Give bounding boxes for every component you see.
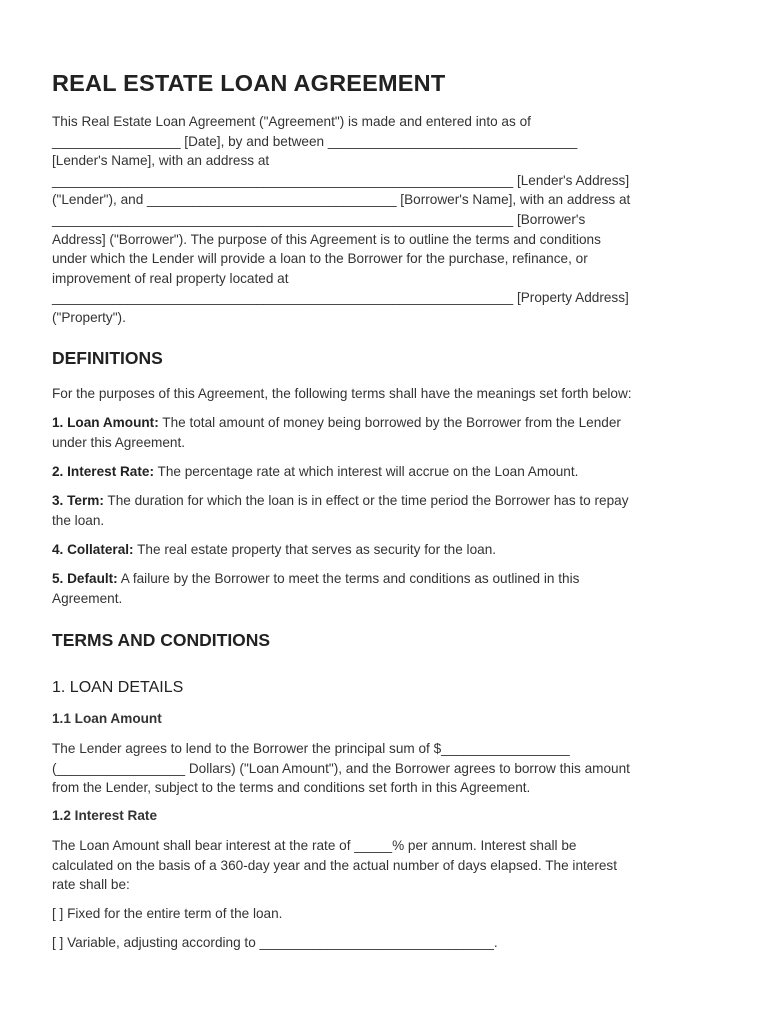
intro-line: _________________ [Date], by and between _________________________________: [52, 133, 578, 149]
document-title: REAL ESTATE LOAN AGREEMENT: [52, 70, 446, 96]
intro-line: ("Lender"), and _________________________________ [Borrower's Name], with an address at: [52, 192, 631, 208]
intro-line: [Lender's Name], with an address at: [52, 153, 270, 169]
definition-term: 5. Default:: [52, 571, 118, 586]
intro-paragraph: [52, 112, 718, 328]
subsection-loan-amount-heading: 1.1 Loan Amount: [52, 711, 162, 726]
definition-collateral: 4. Collateral: The real estate property that serves as security for the loan.: [52, 542, 497, 557]
intro-line: _____________________________________________________________ [Borrower's: [52, 211, 586, 227]
definitions-intro: For the purposes of this Agreement, the following terms shall have the meanings set forth below:: [52, 386, 632, 401]
intro-line: This Real Estate Loan Agreement ("Agreement") is made and entered into as of: [52, 114, 531, 129]
section-loan-details-heading: 1. LOAN DETAILS: [52, 679, 184, 696]
definition-term-item: 3. Term: The duration for which the loan is in effect or the time period the Borrower has to repay the loan.: [52, 493, 629, 528]
interest-rate-paragraph: The Loan Amount shall bear interest at the rate of _____% per annum. Interest shall be calculated on the basis of a 360-day year and the actual number of days elapsed. The interest rate shall be:: [52, 838, 618, 893]
intro-line: _____________________________________________________________ [Lender's Address]: [52, 172, 630, 188]
definition-loan-amount: 1. Loan Amount: The total amount of money being borrowed by the Borrower from the Lender under this Agreement.: [52, 415, 621, 450]
subsection-interest-rate-heading: 1.2 Interest Rate: [52, 808, 158, 823]
definition-term: 4. Collateral:: [52, 542, 134, 557]
definition-term: 2. Interest Rate:: [52, 464, 154, 479]
terms-heading: TERMS AND CONDITIONS: [52, 630, 271, 650]
option-variable-rate: [ ] Variable, adjusting according to _______________________________.: [52, 935, 498, 950]
intro-line: ("Property").: [52, 309, 126, 325]
intro-line: Address] ("Borrower"). The purpose of this Agreement is to outline the terms and conditions: [52, 231, 601, 247]
definitions-heading: DEFINITIONS: [52, 348, 163, 368]
intro-line: improvement of real property located at: [52, 270, 289, 286]
definition-interest-rate: 2. Interest Rate: The percentage rate at which interest will accrue on the Loan Amount.: [52, 464, 579, 479]
definition-term: 1. Loan Amount:: [52, 415, 159, 430]
intro-line: under which the Lender will provide a loan to the Borrower for the purchase, refinance, or: [52, 251, 588, 267]
loan-amount-paragraph: The Lender agrees to lend to the Borrower the principal sum of $_________________ (_________________ Dollars) ("Loan Amount"), and the Borrower agrees to borrow this amount from the Lender, subject to the terms and conditions set forth in this Agreement.: [52, 741, 630, 796]
option-fixed-rate: [ ] Fixed for the entire term of the loan.: [52, 906, 283, 921]
definition-default: 5. Default: A failure by the Borrower to meet the terms and conditions as outlined in this Agreement.: [52, 571, 580, 606]
definition-term: 3. Term:: [52, 493, 104, 508]
intro-line: _____________________________________________________________ [Property Address]: [52, 290, 629, 306]
